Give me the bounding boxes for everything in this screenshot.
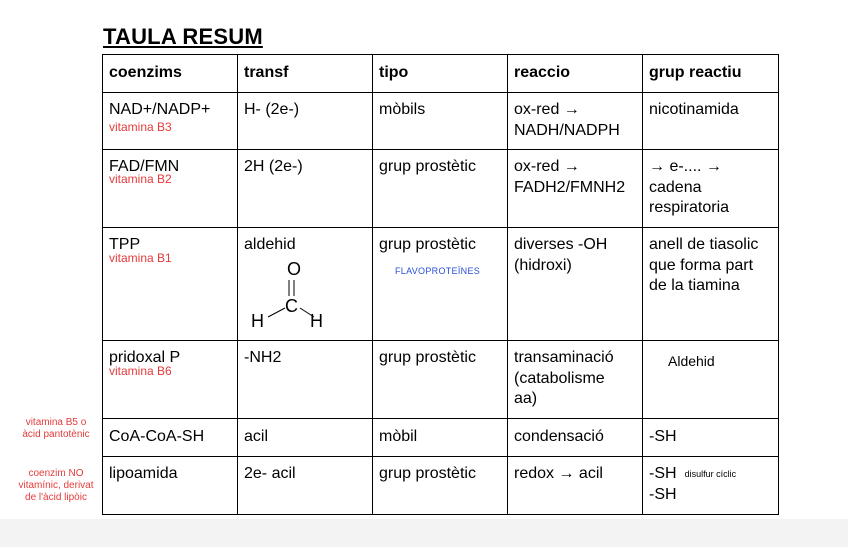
cell-grup: -SH $^{disulfur cíclic}$ -SH [643, 457, 779, 515]
table-header-row [103, 55, 779, 93]
header-reaccio: reaccio [508, 55, 643, 93]
table-row [103, 341, 779, 419]
cell-tipo: grup prostètic [373, 457, 508, 515]
header-grup-reactiu: grup reactiu [643, 55, 779, 93]
coenzim-name: FAD/FMN [109, 158, 180, 175]
cell-coenzim [103, 341, 238, 419]
cell-grup: nicotinamida [643, 93, 779, 150]
coenzim-name: NAD+/NADP+ [109, 101, 211, 118]
cell-transf: aldehid O C H H [238, 228, 373, 341]
cell-transf: 2e- acil [238, 457, 373, 515]
table-row [103, 457, 779, 515]
cell-tipo: grup prostètic [373, 150, 508, 228]
table-row [103, 93, 779, 150]
cell-grup: → e-.... → cadena respiratoria [643, 150, 779, 228]
cell-tipo: mòbil [373, 419, 508, 457]
cell-transf: 2H (2e-) [238, 150, 373, 228]
flavoproteines-note: FLAVOPROTEÏNES [395, 265, 481, 276]
cell-reaccio: redox → acil [508, 457, 643, 515]
side-note-coa: vitamina B5 o àcid pantotènic [22, 417, 90, 440]
coenzim-name: CoA-CoA-SH [109, 428, 205, 446]
vitamin-note: vitamina B3 [109, 119, 172, 134]
cell-coenzim [103, 228, 238, 341]
cell-tipo: grup prostètic FLAVOPROTEÏNES [373, 228, 508, 341]
vitamin-note: vitamina B2 [109, 171, 172, 186]
oxygen-atom: O [287, 258, 302, 279]
cell-tipo: grup prostètic [373, 341, 508, 419]
cell-reaccio: ox-red → FADH2/FMNH2 [508, 150, 643, 228]
table-row [103, 228, 779, 341]
cell-tipo: mòbils [373, 93, 508, 150]
vitamin-note: vitamina B6 [109, 363, 172, 378]
header-coenzims: coenzims [103, 55, 238, 93]
side-note-lipoamida: coenzim NO vitamínic, derivat de l'àcid lipòic [18, 468, 94, 503]
hydrogen-atom: H [251, 310, 264, 328]
cell-coenzim [103, 457, 238, 515]
header-tipo: tipo [373, 55, 508, 93]
cell-grup: anell de tiasolic que forma part de la tiamina [643, 228, 779, 341]
summary-table [102, 54, 779, 515]
cell-coenzim [103, 419, 238, 457]
coenzim-name: lipoamida [109, 465, 178, 482]
aldehyde-structure-diagram [244, 256, 364, 328]
cell-grup: -SH [643, 419, 779, 457]
cell-reaccio: condensació [508, 419, 643, 457]
cell-coenzim [103, 93, 238, 150]
cell-transf: -NH2 [238, 341, 373, 419]
hydrogen-atom: H [310, 310, 323, 328]
cell-coenzim [103, 150, 238, 228]
table-row [103, 419, 779, 457]
cell-transf: acil [238, 419, 373, 457]
cell-transf: H- (2e-) [238, 93, 373, 150]
cell-reaccio: ox-red → NADH/NADPH [508, 93, 643, 150]
page-title: TAULA RESUM [103, 24, 263, 49]
bottom-scroll-band [0, 519, 848, 547]
header-transf: transf [238, 55, 373, 93]
cell-grup: Aldehid [643, 341, 779, 419]
coenzim-name: pridoxal P [109, 349, 181, 366]
disulfur-note: disulfur cíclic [684, 469, 737, 479]
coenzim-name: TPP [109, 236, 141, 253]
single-bond-line [268, 308, 285, 317]
cell-reaccio: transaminació (catabolisme aa) [508, 341, 643, 419]
carbon-atom: C [285, 295, 298, 316]
cell-reaccio: diverses -OH (hidroxi) [508, 228, 643, 341]
vitamin-note: vitamina B1 [109, 250, 172, 265]
table-row [103, 150, 779, 228]
